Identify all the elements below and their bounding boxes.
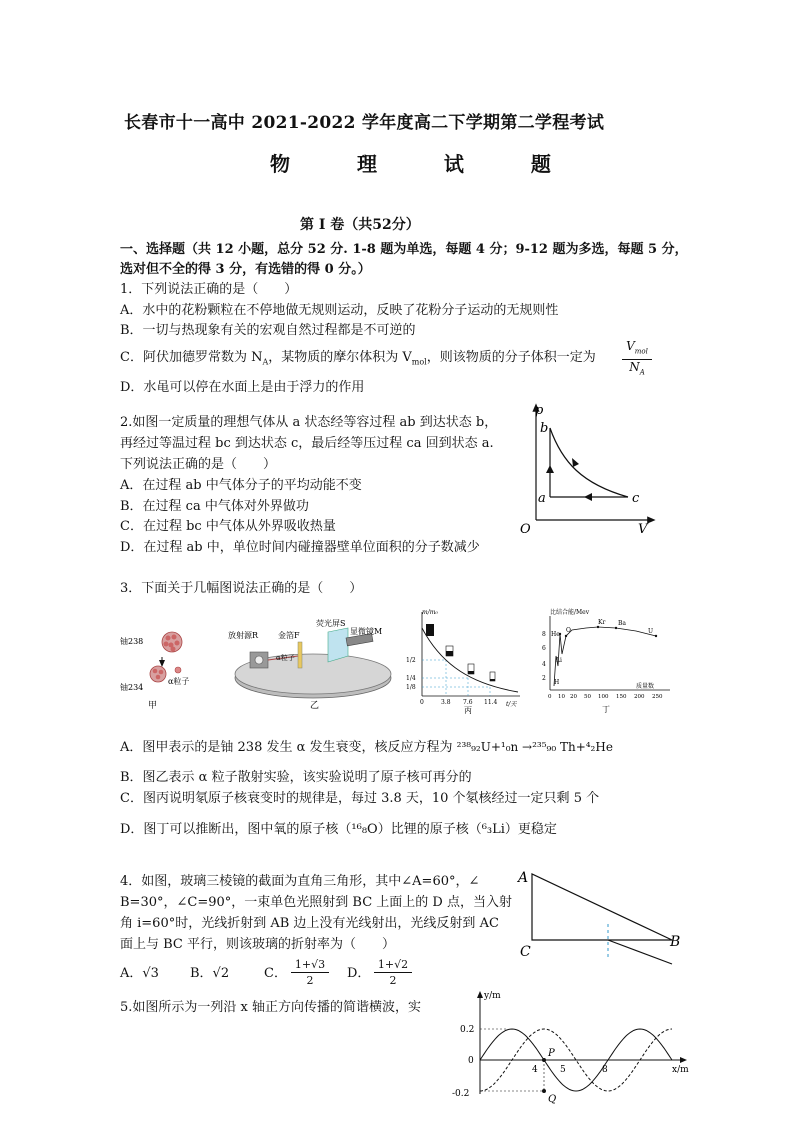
q4-option-d-prefix: D． — [347, 966, 371, 981]
q4-prism-figure — [516, 868, 686, 968]
q5-xtick-8: 8 — [602, 1065, 608, 1075]
q2-point-c: c — [632, 491, 640, 506]
q4-option-c-fraction — [291, 957, 329, 988]
ding-ytick-6: 6 — [542, 645, 546, 652]
q2-option-c: C．在过程 bc 中气体从外界吸收热量 — [120, 519, 336, 534]
q4-light-ray — [608, 940, 672, 964]
q2-point-a: a — [538, 491, 546, 506]
q2-arrow-ab-icon — [546, 465, 554, 473]
q5-point-p: P — [548, 1048, 555, 1059]
bing-xlabel: t/天 — [506, 701, 517, 708]
ding-he-label: He — [551, 631, 560, 638]
bing-ylabel: m/m₀ — [422, 609, 438, 616]
ding-li-label: Li — [556, 657, 562, 664]
subject-title: 物 理 试 题 — [270, 152, 581, 176]
q1-c-sub: A — [262, 357, 269, 367]
q5-point-p-icon — [542, 1058, 546, 1062]
yi-microscope-label: 显微镜M — [350, 627, 383, 636]
yi-foil-icon — [298, 642, 302, 668]
q3-figure-ding — [536, 606, 676, 714]
q4-vertex-c: C — [520, 944, 531, 960]
yi-source-label: 放射源R — [228, 631, 259, 640]
q5-ytick-neg: -0.2 — [452, 1089, 470, 1099]
q4-stem-line1: 4．如图，玻璃三棱镜的截面为直角三角形，其中∠A=60°，∠ — [120, 874, 480, 889]
bing-ytick-eighth: 1/8 — [406, 684, 416, 691]
q4-stem-line3: 角 i=60°时，光线折射到 AB 边上没有光线射出，光线反射到 AC — [120, 916, 499, 931]
jia-alpha-label: α粒子 — [168, 677, 190, 686]
bing-sample-1-icon — [426, 624, 434, 636]
jia-u238-label: 铀238 — [120, 637, 144, 646]
jia-alpha-particle-icon — [175, 667, 181, 673]
q2-pv-graph — [510, 402, 660, 537]
q2-v-label: V — [638, 522, 648, 537]
ding-h-label: H — [554, 679, 560, 686]
ding-xlabel: 质量数 — [636, 683, 655, 690]
yi-screen-icon — [328, 628, 348, 662]
q3-figure-jia — [118, 612, 198, 712]
ding-caption: 丁 — [602, 705, 610, 714]
q4-d-den: 2 — [389, 974, 397, 987]
ding-ytick-4: 4 — [542, 661, 546, 668]
q5-point-q-icon — [542, 1089, 546, 1093]
q4-option-a: A．√3 — [120, 966, 159, 981]
q2-stem-line1: 2.如图一定质量的理想气体从 a 状态经等容过程 ab 到达状态 b， — [120, 415, 498, 430]
q1-c-pre: C．阿伏加德罗常数为 N — [120, 350, 263, 365]
ding-xtick-20: 20 — [570, 694, 577, 700]
q4-option-b: B．√2 — [190, 966, 230, 981]
ding-o-label: O — [566, 627, 571, 634]
q1-frac-den: N — [629, 360, 640, 375]
q4-stem-line2: B=30°，∠C=90°，一束单色光照射到 BC 上面上的 D 点，当入射 — [120, 895, 512, 910]
q3-stem: 3．下面关于几幅图说法正确的是（ ） — [120, 581, 363, 596]
q4-d-num: 1+√2 — [374, 957, 412, 973]
q1-fraction — [622, 339, 652, 381]
ding-xtick-200: 200 — [634, 694, 645, 700]
q2-point-b: b — [540, 421, 549, 436]
q3-option-a — [120, 737, 613, 758]
section-instructions-line1: 一、选择题（共 12 小题，总分 52 分. 1-8 题为单选，每题 4 分；9-12 题为多选，每题 5 分， — [120, 242, 688, 257]
q4-option-d-fraction — [374, 957, 412, 988]
ding-xtick-50: 50 — [584, 694, 591, 700]
ding-xtick-100: 100 — [598, 694, 609, 700]
q1-frac-den-sub: A — [639, 368, 645, 377]
bing-ytick-quarter: 1/4 — [406, 675, 416, 682]
q1-frac-num: V — [626, 339, 635, 353]
ding-xtick-0: 0 — [548, 694, 552, 700]
q4-vertex-a: A — [518, 870, 529, 886]
q3-figure-yi — [228, 612, 398, 712]
q4-prism-triangle — [532, 874, 672, 940]
q1-option-c — [120, 348, 596, 373]
ding-kr-label: Kr — [598, 619, 606, 626]
q5-xlabel: x/m — [672, 1065, 689, 1075]
bing-decay-curve — [422, 628, 518, 692]
bing-xtick-114: 11.4 — [484, 699, 498, 706]
jia-caption: 甲 — [148, 701, 158, 711]
q3-a-text: A．图甲表示的是铀 238 发生 α 发生衰变，核反应方程为 — [120, 740, 453, 755]
q5-stem-line1: 5.如图所示为一列沿 x 轴正方向传播的简谐横波，实 — [120, 1000, 421, 1015]
ding-u-label: U — [648, 628, 654, 635]
q3-option-c: C．图丙说明氡原子核衰变时的规律是，每过 3.8 天，10 个氡核经过一定只剩 5 个 — [120, 791, 600, 806]
q2-stem-line3: 下列说法正确的是（ ） — [120, 457, 277, 472]
q5-point-q: Q — [548, 1094, 557, 1104]
ding-ytick-2: 2 — [542, 675, 546, 682]
q2-stem-line2: 再经过等温过程 bc 到达状态 c，最后经等压过程 ca 回到状态 a. — [120, 436, 494, 451]
q5-ytick-zero: 0 — [468, 1056, 474, 1066]
q4-stem-line4: 面上与 BC 平行，则该玻璃的折射率为（ ） — [120, 937, 396, 952]
ding-ylabel: 比结合能/Mev — [550, 609, 590, 616]
bing-caption: 丙 — [464, 706, 472, 714]
q3-option-b: B．图乙表示 α 粒子散射实验，该实验说明了原子核可再分的 — [120, 770, 472, 785]
q1-stem: 1．下列说法正确的是（ ） — [120, 282, 298, 297]
q2-origin-label: O — [520, 522, 531, 537]
ding-binding-curve — [554, 627, 656, 686]
section-instructions-line2: 选对但不全的得 3 分，有选错的得 0 分。） — [120, 262, 371, 277]
yi-screen-label: 荧光屏S — [316, 619, 346, 628]
q2-arrow-bc-icon — [572, 458, 579, 467]
exam-title: 长春市十一高中 2021-2022 学年度高二下学期第二学程考试 — [124, 113, 605, 133]
q4-vertex-b: B — [670, 934, 681, 950]
q2-option-d: D．在过程 ab 中，单位时间内碰撞器壁单位面积的分子数减少 — [120, 540, 480, 555]
ding-xtick-150: 150 — [616, 694, 627, 700]
q5-xtick-5: 5 — [560, 1065, 566, 1075]
q1-option-a: A．水中的花粉颗粒在不停地做无规则运动，反映了花粉分子运动的无规则性 — [120, 303, 559, 318]
jia-th234-nucleus-icon — [150, 666, 166, 682]
q1-c-sub2: mol — [411, 357, 427, 367]
bing-xtick-76: 7.6 — [463, 699, 473, 706]
q1-frac-num-sub: mol — [634, 347, 648, 356]
q2-option-b: B．在过程 ca 中气体对外界做功 — [120, 499, 309, 514]
ding-xtick-10: 10 — [558, 694, 565, 700]
q1-option-b: B．一切与热现象有关的宏观自然过程都是不可逆的 — [120, 323, 416, 338]
q4-c-den: 2 — [306, 974, 314, 987]
q2-option-a: A．在过程 ab 中气体分子的平均动能不变 — [120, 478, 362, 493]
q2-process-bc — [550, 428, 628, 497]
yi-caption: 乙 — [310, 701, 320, 711]
bing-xtick-38: 3.8 — [441, 699, 451, 706]
q1-c-post: ，则该物质的分子体积一定为 — [426, 350, 596, 365]
q1-c-mid: ，某物质的摩尔体积为 V — [268, 350, 412, 365]
yi-alpha-label: α粒子 — [276, 654, 295, 662]
q5-ylabel: y/m — [484, 991, 501, 1001]
q4-option-c-prefix: C． — [264, 966, 287, 981]
jia-th234-label: 铀234 — [120, 683, 144, 692]
q2-arrow-ca-icon — [584, 493, 592, 501]
q1-option-d: D．水黾可以停在水面上是由于浮力的作用 — [120, 380, 365, 395]
q3-a-equation: ²³⁸₉₂U+¹₀n →²³⁵₉₀ Th+⁴₂He — [456, 740, 613, 754]
bing-ytick-half: 1/2 — [406, 657, 416, 664]
q3-option-d: D．图丁可以推断出，图中氧的原子核（¹⁶₈O）比锂的原子核（⁶₃Li）更稳定 — [120, 822, 557, 837]
ding-ba-label: Ba — [618, 620, 626, 627]
q5-ytick-pos: 0.2 — [460, 1025, 475, 1035]
q5-wave-graph — [450, 984, 690, 1104]
ding-ytick-8: 8 — [542, 631, 546, 638]
part-heading: 第 Ⅰ 卷（共52分） — [300, 217, 420, 233]
ding-xtick-250: 250 — [652, 694, 663, 700]
q3-figure-bing — [402, 606, 526, 714]
q2-p-label: p — [535, 403, 544, 418]
q5-xtick-4: 4 — [532, 1065, 538, 1075]
q4-c-num: 1+√3 — [291, 957, 329, 973]
bing-xtick-0: 0 — [420, 699, 424, 706]
yi-foil-label: 金箔F — [278, 631, 300, 640]
